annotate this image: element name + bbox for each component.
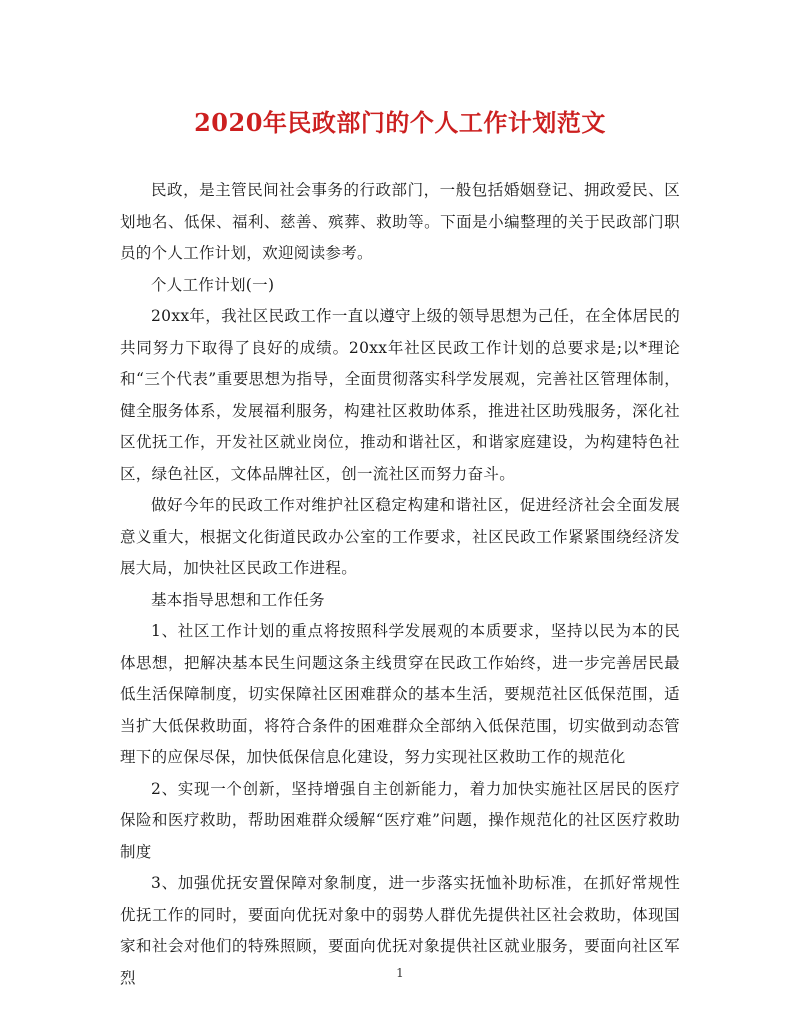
document-body <box>120 175 680 994</box>
paragraph: 1、社区工作计划的重点将按照科学发展观的本质要求，坚持以民为本的民体思想，把解决基本民生问题这条主线贯穿在民政工作始终，进一步完善居民最低生活保障制度，切实保障社区困难群众的基本生活，要规范社区低保范围，适当扩大低保救助面，将符合条件的困难群众全部纳入低保范围，切实做到动态管理下的应保尽保，加快低保信息化建设，努力实现社区救助工作的规范化 <box>120 622 680 766</box>
paragraph: 基本指导思想和工作任务 <box>151 590 325 609</box>
paragraph: 做好今年的民政工作对维护社区稳定构建和谐社区，促进经济社会全面发展意义重大，根据文化街道民政办公室的工作要求，社区民政工作紧紧围绕经济发展大局，加快社区民政工作进程。 <box>120 496 680 577</box>
paragraph: 2、实现一个创新，坚持增强自主创新能力，着力加快实施社区居民的医疗保险和医疗救助，帮助困难群众缓解“医疗难”问题，操作规范化的社区医疗救助制度 <box>120 779 680 861</box>
paragraph: 民政，是主管民间社会事务的行政部门，一般包括婚姻登记、拥政爱民、区划地名、低保、福利、慈善、殡葬、救助等。下面是小编整理的关于民政部门职员的个人工作计划，欢迎阅读参考。 <box>120 181 680 262</box>
paragraph: 3、加强优抚安置保障对象制度，进一步落实抚恤补助标准，在抓好常规性优抚工作的同时，要面向优抚对象中的弱势人群优先提供社区社会救助，体现国家和社会对他们的特殊照顾，要面向优抚对象提供社区就业服务，要面向社区军烈 <box>120 874 680 987</box>
paragraph: 个人工作计划(一) <box>151 275 275 294</box>
page-number: 1 <box>396 966 404 980</box>
paragraph: 20xx年，我社区民政工作一直以遵守上级的领导思想为己任，在全体居民的共同努力下取得了良好的成绩。20xx年社区民政工作计划的总要求是;以*理论和“三个代表”重要思想为指导，全面贯彻落实科学发展观，完善社区管理体制，健全服务体系，发展福利服务，构建社区救助体系，推进社区助残服务，深化社区优抚工作，开发社区就业岗位，推动和谐社区，和谐家庭建设，为构建特色社区，绿色社区，文体品牌社区，创一流社区而努力奋斗。 <box>120 307 680 483</box>
document-title: 2020年民政部门的个人工作计划范文 <box>194 108 606 137</box>
